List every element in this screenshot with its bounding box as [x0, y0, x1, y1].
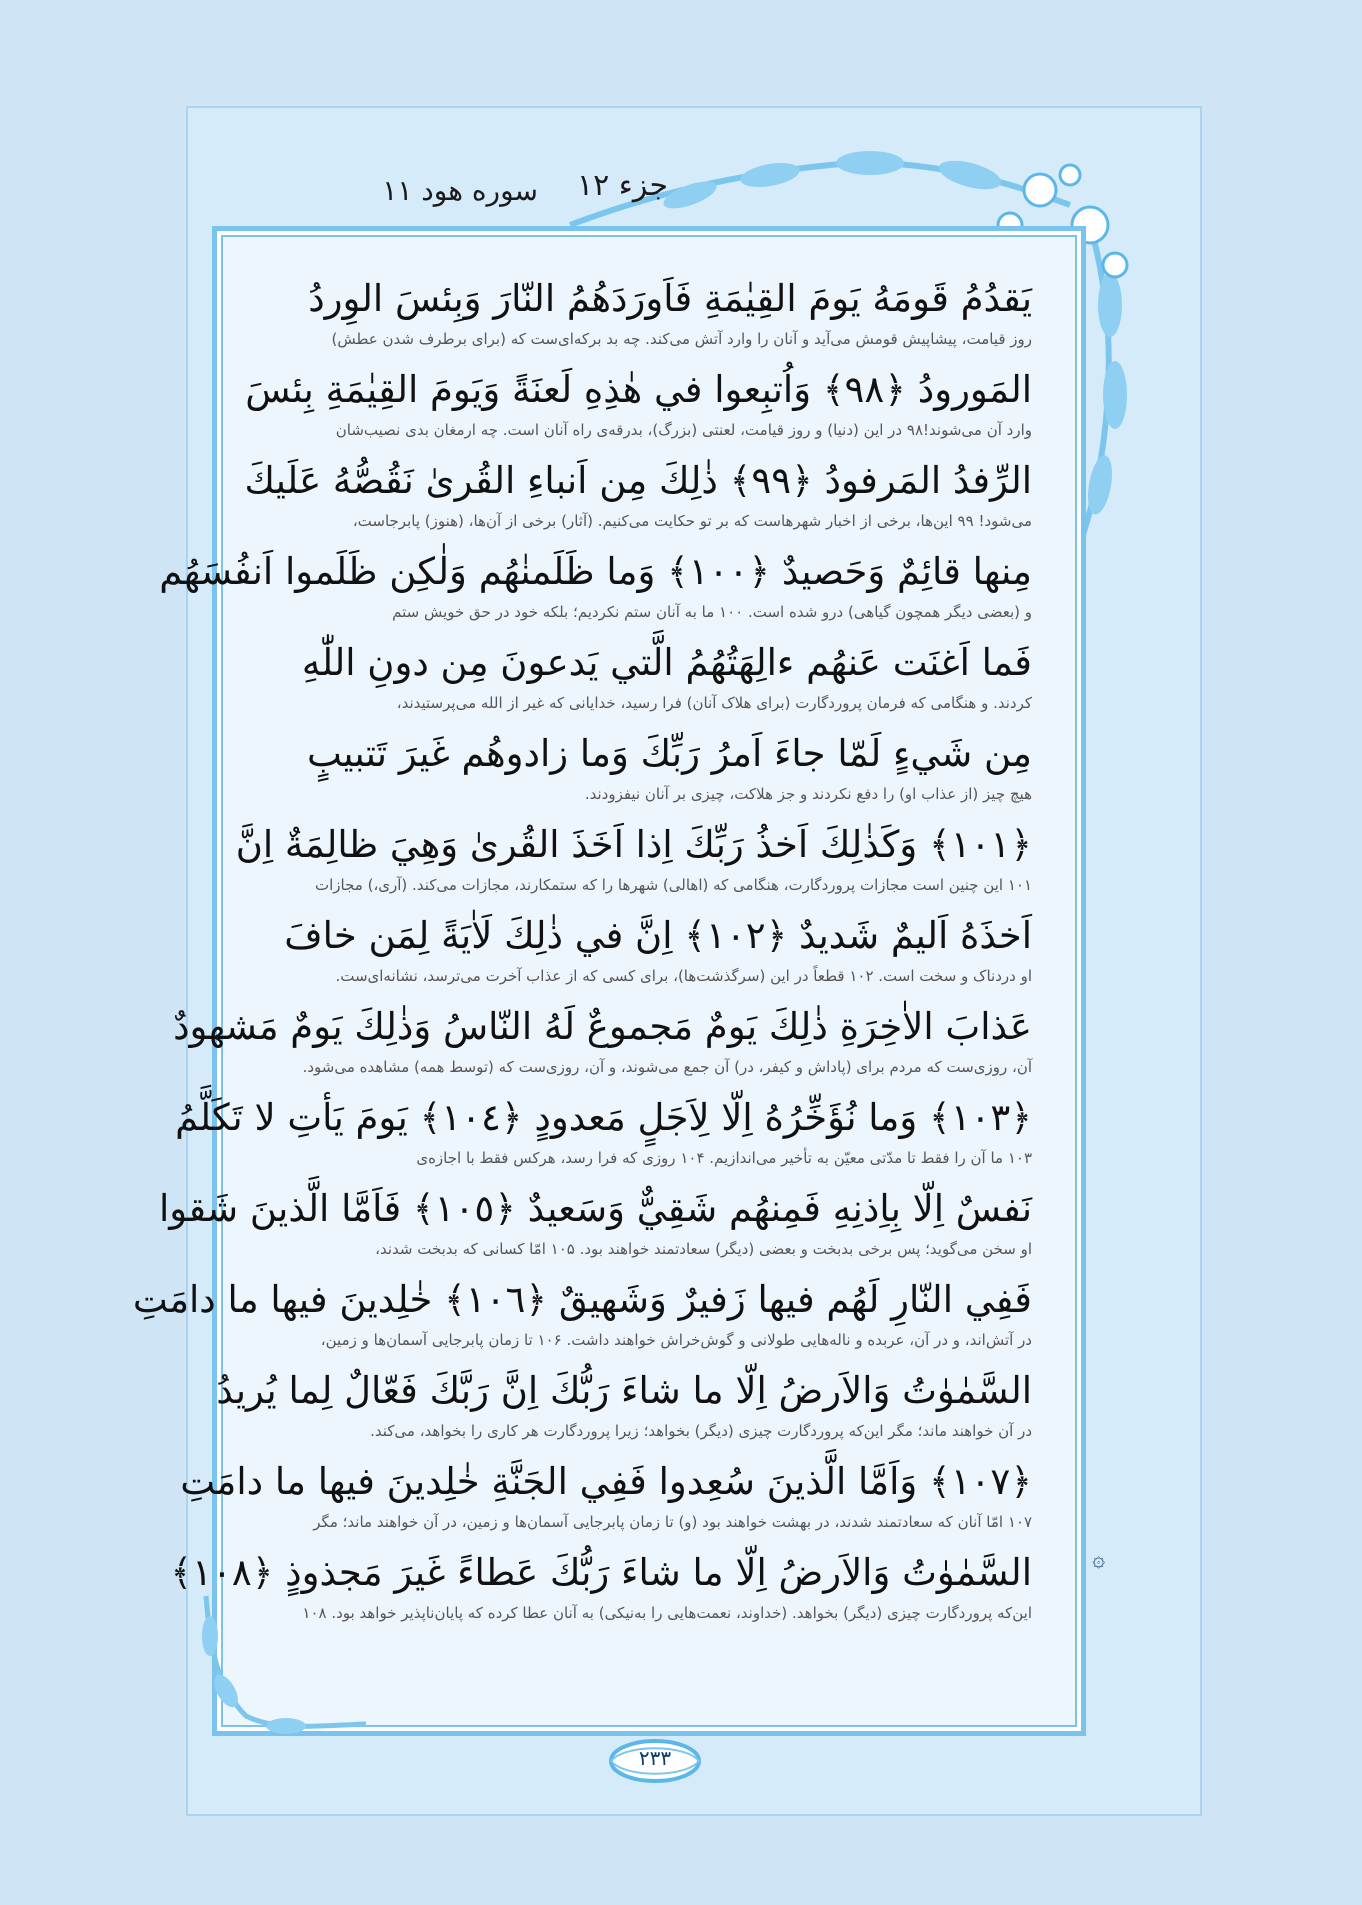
arabic-verse-text: الرِّفدُ المَرفودُ ﴿٩٩﴾ ذٰلِكَ مِن اَنباءِ القُرىٰ نَقُصُّهُ عَلَيكَ [244, 459, 1032, 502]
persian-translation-text: ۱۰۷ امّا آنان که سعادتمند شدند، در بهشت خواهند بود (و) تا زمان پابرجایی آسمان‌ها و زمین، در آن خواهند ماند؛ مگر [313, 1513, 1032, 1531]
arabic-verse-text: مِنها قائِمٌ وَحَصيدٌ ﴿١٠٠﴾ وَما ظَلَمنٰهُم وَلٰكِن ظَلَموا اَنفُسَهُم [159, 550, 1032, 593]
arabic-verse-text: ﴿١٠٧﴾ وَاَمَّا الَّذينَ سُعِدوا فَفِي الجَنَّةِ خٰلِدينَ فيها ما دامَتِ [180, 1460, 1032, 1503]
juz-label: جزء ۱۲ [577, 168, 668, 203]
verse-line [159, 543, 1032, 634]
arabic-verse-text: السَّمٰوٰتُ وَالاَرضُ اِلّا ما شاءَ رَبُّكَ عَطاءً غَيرَ مَجذوذٍ ﴿١٠٨﴾ [170, 1551, 1032, 1594]
verse-line [180, 1453, 1032, 1544]
verse-line [252, 907, 1032, 998]
page-header [380, 168, 760, 214]
persian-translation-text: ۱۰۱ این چنین است مجازات پروردگارت، هنگامی که (اهالی) شهرها را که ستمکارند، مجازات می‌کند. (آری،) مجازات [315, 876, 1032, 894]
verse-line [252, 725, 1032, 816]
section-mark-icon: ۞ [1089, 1555, 1114, 1569]
arabic-verse-text: نَفسٌ اِلّا بِاِذنِهِ فَمِنهُم شَقِيٌّ وَسَعيدٌ ﴿١٠٥﴾ فَاَمَّا الَّذينَ شَقوا [159, 1187, 1032, 1230]
arabic-verse-text: المَورودُ ﴿٩٨﴾ وَاُتبِعوا في هٰذِهِ لَعنَةً وَيَومَ القِيٰمَةِ بِئسَ [245, 368, 1032, 411]
persian-translation-text: آن، روزی‌ست که مردم برای (پاداش و کیفر، در) آن جمع می‌شوند، و آن، روزی‌ست که (توسط همه) مشاهده می‌شود. [302, 1058, 1032, 1076]
page-number-badge [605, 1736, 705, 1786]
arabic-verse-text: اَخذَهُ اَليمٌ شَديدٌ ﴿١٠٢﴾ اِنَّ في ذٰلِكَ لَاٰيَةً لِمَن خافَ [284, 914, 1032, 957]
persian-translation-text: او دردناک و سخت است. ۱۰۲ قطعاً در این (سرگذشت‌ها)، برای کسی که از عذاب آخرت می‌ترسد، نشانه‌ای‌ست. [335, 967, 1032, 985]
persian-translation-text: روز قیامت، پیشاپیش قومش می‌آید و آنان را وارد آتش می‌کند. چه بد برکه‌ای‌ست که (برای برطرف شدن عطش) [331, 330, 1032, 348]
verse-line [235, 816, 1032, 907]
verse-line [252, 270, 1032, 361]
verse-line [159, 1180, 1032, 1271]
verse-line [216, 1362, 1032, 1453]
corner-floral-icon [196, 1596, 366, 1736]
page-number: ۲۳۳ [638, 1746, 672, 1770]
persian-translation-text: و (بعضی دیگر همچون گیاهی) درو شده است. ۱۰۰ ما به آنان ستم نکردیم؛ بلکه خود در حق خویش ستم [392, 603, 1032, 621]
verse-lines [132, 270, 1032, 1635]
verse-line [132, 1271, 1032, 1362]
persian-translation-text: در آن خواهند ماند؛ مگر این‌که پروردگارت چیزی (دیگر) بخواهد؛ زیرا پروردگارت هر کاری را بخواهد، می‌کند. [370, 1422, 1032, 1440]
arabic-verse-text: ﴿١٠١﴾ وَكَذٰلِكَ اَخذُ رَبِّكَ اِذا اَخَذَ القُرىٰ وَهِيَ ظالِمَةٌ اِنَّ [235, 823, 1032, 866]
verse-line [244, 452, 1032, 543]
persian-translation-text: می‌شود! ۹۹ این‌ها، برخی از اخبار شهرهاست که بر تو حکایت می‌کنیم. (آثار) برخی از آن‌ها، (هنوز) پابرجاست، [352, 512, 1032, 530]
surah-label: سوره هود ۱۱ [382, 174, 538, 207]
persian-translation-text: این‌که پروردگارت چیزی (دیگر) بخواهد. (خداوند، نعمت‌هایی را به‌نیکی) به آنان عطا کرده که پایان‌ناپذیر خواهد بود. ۱۰۸ [302, 1604, 1032, 1622]
verse-line [245, 361, 1032, 452]
verse-line [252, 634, 1032, 725]
arabic-verse-text: عَذابَ الاٰخِرَةِ ذٰلِكَ يَومٌ مَجموعٌ لَهُ النّاسُ وَذٰلِكَ يَومٌ مَشهودٌ [173, 1005, 1032, 1048]
persian-translation-text: هیچ چیز (از عذاب او) را دفع نکردند و جز هلاکت، چیزی بر آنان نیفزودند. [584, 785, 1032, 803]
arabic-verse-text: يَقدُمُ قَومَهُ يَومَ القِيٰمَةِ فَاَورَدَهُمُ النّارَ وَبِئسَ الوِردُ [308, 277, 1032, 320]
persian-translation-text: او سخن می‌گوید؛ پس برخی بدبخت و بعضی (دیگر) سعادتمند خواهند بود. ۱۰۵ امّا کسانی که بدبخت شدند، [375, 1240, 1032, 1258]
arabic-verse-text: فَما اَغنَت عَنهُم ءالِهَتُهُمُ الَّتي يَدعونَ مِن دونِ اللّٰهِ [301, 641, 1032, 684]
verse-line [173, 998, 1032, 1089]
arabic-verse-text: مِن شَيءٍ لَمّا جاءَ اَمرُ رَبِّكَ وَما زادوهُم غَيرَ تَتبيبٍ [306, 732, 1032, 775]
arabic-verse-text: ﴿١٠٣﴾ وَما نُؤَخِّرُهُ اِلّا لِاَجَلٍ مَعدودٍ ﴿١٠٤﴾ يَومَ يَأتِ لا تَكَلَّمُ [175, 1096, 1032, 1139]
arabic-verse-text: فَفِي النّارِ لَهُم فيها زَفيرٌ وَشَهيقٌ ﴿١٠٦﴾ خٰلِدينَ فيها ما دامَتِ [132, 1278, 1032, 1321]
persian-translation-text: کردند. و هنگامی که فرمان پروردگارت (برای هلاک آنان) فرا رسید، خدایانی که غیر از الله می‌پرستیدند، [396, 694, 1032, 712]
arabic-verse-text: السَّمٰوٰتُ وَالاَرضُ اِلّا ما شاءَ رَبُّكَ اِنَّ رَبَّكَ فَعّالٌ لِما يُريدُ [216, 1369, 1032, 1412]
persian-translation-text: ۱۰۳ ما آن را فقط تا مدّتی معیّن به تأخیر می‌اندازیم. ۱۰۴ روزی که فرا رسد، هرکس فقط با اجازه‌ی [416, 1149, 1032, 1167]
persian-translation-text: در آتش‌اند، و در آن، عربده و ناله‌هایی طولانی و گوش‌خراش خواهند داشت. ۱۰۶ تا زمان پابرجایی آسمان‌ها و زمین، [320, 1331, 1032, 1349]
verse-line [175, 1089, 1032, 1180]
verse-line [170, 1544, 1032, 1635]
persian-translation-text: وارد آن می‌شوند!۹۸ در این (دنیا) و روز قیامت، لعنتی (بزرگ)، بدرقه‌ی راه آنان است. چه ارمغان بدی نصیب‌شان [335, 421, 1032, 439]
